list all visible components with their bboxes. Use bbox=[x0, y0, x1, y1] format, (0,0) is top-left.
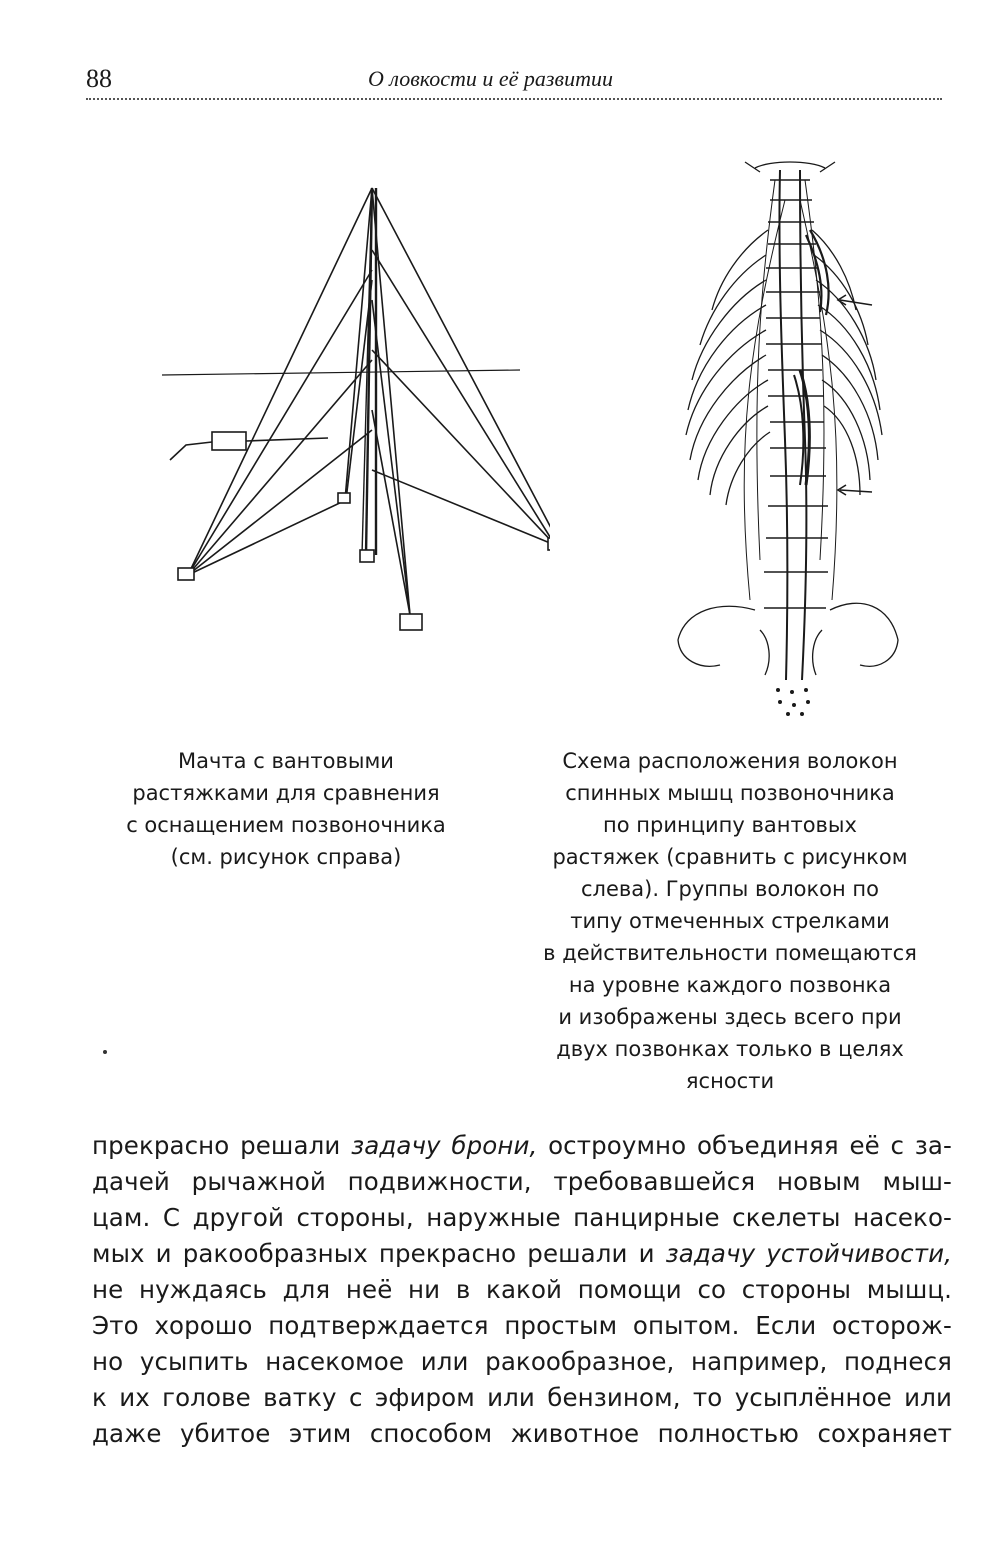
text-run: остроумно объединяя её с за- bbox=[537, 1131, 952, 1160]
caption-line: по принципу вантовых bbox=[603, 813, 857, 837]
page-number: 88 bbox=[86, 64, 112, 93]
body-line: к их голове ватку с эфиром или бензином, то усыплённое или bbox=[92, 1383, 952, 1412]
left-figure-caption bbox=[96, 745, 476, 873]
caption-line: растяжками для сравнения bbox=[132, 781, 440, 805]
caption-line: Схема расположения волокон bbox=[562, 749, 898, 773]
body-paragraph bbox=[92, 1128, 952, 1452]
text-run: мых и ракообразных прекрасно решали и bbox=[92, 1239, 666, 1268]
stray-dot bbox=[103, 1050, 107, 1054]
body-line: цам. С другой стороны, наружные панцирные скелеты насеко- bbox=[92, 1203, 952, 1232]
caption-line: Мачта с вантовыми bbox=[178, 749, 394, 773]
body-line bbox=[92, 1128, 952, 1164]
caption-line: и изображены здесь всего при bbox=[558, 1005, 902, 1029]
page-header bbox=[86, 62, 942, 102]
caption-line: спинных мышц позвоночника bbox=[565, 781, 895, 805]
body-line bbox=[92, 1236, 952, 1272]
body-line: дачей рычажной подвижности, требовавшейся новым мыш- bbox=[92, 1167, 952, 1196]
caption-line: в действительности помещаются bbox=[543, 941, 917, 965]
caption-line: (см. рисунок справа) bbox=[170, 845, 402, 869]
text-run: прекрасно решали bbox=[92, 1131, 352, 1160]
body-line: Это хорошо подтверждается простым опытом. Если осторож- bbox=[92, 1311, 952, 1340]
italic-run: задачу устойчивости, bbox=[665, 1239, 952, 1268]
body-line: не нуждаясь для неё ни в какой помощи со стороны мышц. bbox=[92, 1275, 952, 1304]
right-figure-caption bbox=[505, 745, 955, 1097]
body-line: но усыпить насекомое или ракообразное, например, поднеся bbox=[92, 1347, 952, 1376]
caption-line: с оснащением позвоночника bbox=[126, 813, 446, 837]
header-rule bbox=[86, 98, 942, 100]
italic-run: задачу брони, bbox=[351, 1131, 538, 1160]
caption-line: на уровне каждого позвонка bbox=[568, 973, 892, 997]
body-line: даже убитое этим способом животное полностью сохраняет bbox=[92, 1419, 952, 1448]
caption-line: ясности bbox=[685, 1069, 775, 1093]
caption-line: типу отмеченных стрелками bbox=[570, 909, 890, 933]
caption-line: слева). Группы волокон по bbox=[581, 877, 879, 901]
caption-line: растяжек (сравнить с рисунком bbox=[552, 845, 908, 869]
mast-figure bbox=[150, 170, 550, 650]
caption-line: двух позвонках только в целях bbox=[556, 1037, 904, 1061]
running-title: О ловкости и её развитии bbox=[368, 66, 613, 91]
spine-figure bbox=[660, 140, 920, 720]
